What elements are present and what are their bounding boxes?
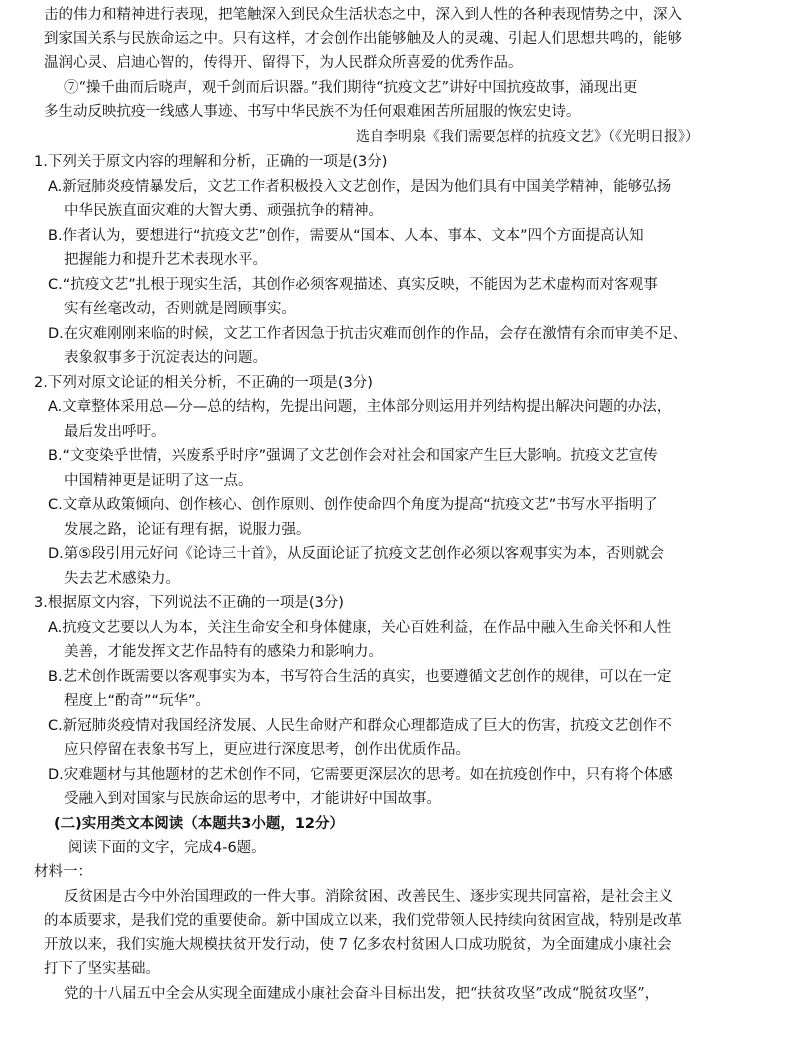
passage-source: 选自李明泉《我们需要怎样的抗疫文艺》（《光明日报》） — [356, 129, 699, 145]
material-1-line: 开放以来，我们实施大规模扶贫开发行动，使 7 亿多农村贫困人口成功脱贫，为全面建成小康社会 — [44, 937, 672, 953]
question-3-stem: 3.根据原文内容，下列说法不正确的一项是(3分) — [34, 595, 344, 611]
question-1-option-c[interactable]: C.“抗疫文艺”扎根于现实生活，其创作必须客观描述、真实反映，不能因为艺术虚构而对客观事 — [48, 277, 658, 293]
passage-line: 击的伟力和精神进行表现，把笔触深入到民众生活状态之中，深入到人性的各种表现情势之中，深入 — [44, 7, 682, 23]
question-2-option-d-cont: 失去艺术感染力。 — [64, 571, 180, 587]
question-1-option-a[interactable]: A.新冠肺炎疫情暴发后，文艺工作者积极投入文艺创作，是因为他们具有中国美学精神，能够弘扬 — [48, 179, 672, 195]
question-1-option-b-cont: 把握能力和提升艺术表现水平。 — [64, 252, 267, 268]
material-1-line: 打下了坚实基础。 — [44, 961, 160, 977]
passage-line: 到家国关系与民族命运之中。只有这样，才会创作出能够触及人的灵魂、引起人们思想共鸣的，能够 — [44, 31, 682, 47]
question-1-option-c-cont: 实有丝毫改动，否则就是罔顾事实。 — [64, 301, 296, 317]
passage-line: 多生动反映抗疫一线感人事迹、书写中华民族不为任何艰难困苦所屈服的恢宏史诗。 — [44, 104, 581, 120]
material-1-paragraph-2: 党的十八届五中全会从实现全面建成小康社会奋斗目标出发，把“扶贫攻坚”改成“脱贫攻坚”， — [64, 986, 660, 1002]
question-3-option-c[interactable]: C.新冠肺炎疫情对我国经济发展、人民生命财产和群众心理都造成了巨大的伤害，抗疫文艺创作不 — [48, 718, 672, 734]
question-2-option-b-cont: 中国精神更是证明了这一点。 — [64, 473, 253, 489]
material-1-paragraph-1: 反贫困是古今中外治国理政的一件大事。消除贫困、改善民生、逐步实现共同富裕，是社会主义 — [64, 889, 673, 905]
question-2-option-d[interactable]: D.第⑤段引用元好问《论诗三十首》，从反面论证了抗疫文艺创作必须以客观事实为本，否则就会 — [48, 546, 665, 562]
question-3-option-b-cont: 程度上“酌奇”“玩华”。 — [64, 693, 211, 709]
question-1-option-d-cont: 表象叙事多于沉淀表达的问题。 — [64, 350, 267, 366]
question-3-option-c-cont: 应只停留在表象书写上，更应进行深度思考，创作出优质作品。 — [64, 742, 470, 758]
question-2-option-c[interactable]: C.文章从政策倾向、创作核心、创作原则、创作使命四个角度为提高“抗疫文艺”书写水平指明了 — [48, 497, 658, 513]
question-3-option-b[interactable]: B.艺术创作既需要以客观事实为本，书写符合生活的真实，也要遵循文艺创作的规律，可以在一定 — [48, 669, 672, 685]
material-1-line: 的本质要求，是我们党的重要使命。新中国成立以来，我们党带领人民持续向贫困宣战，特别是改革 — [44, 913, 682, 929]
question-3-option-d-cont: 受融入到对国家与民族命运的思考中，才能讲好中国故事。 — [64, 791, 441, 807]
question-2-option-b[interactable]: B.“文变染乎世情，兴废系乎时序”强调了文艺创作会对社会和国家产生巨大影响。抗疫文艺宣传 — [48, 448, 658, 464]
question-2-stem: 2.下列对原文论证的相关分析，不正确的一项是(3分) — [34, 375, 373, 391]
question-1-option-b[interactable]: B.作者认为，要想进行“抗疫文艺”创作，需要从“国本、人本、事本、文本”四个方面提高认知 — [48, 228, 644, 244]
section-heading: (二)实用类文本阅读（本题共3小题，12分） — [54, 816, 345, 832]
question-2-option-a-cont: 最后发出呼吁。 — [64, 424, 166, 440]
question-1-option-a-cont: 中华民族直面灾难的大智大勇、顽强抗争的精神。 — [64, 203, 383, 219]
question-2-option-a[interactable]: A.文章整体采用总—分—总的结构，先提出问题，主体部分则运用并列结构提出解决问题的办法， — [48, 399, 672, 415]
section-instruction: 阅读下面的文字，完成4-6题。 — [68, 840, 266, 856]
passage-paragraph-7: ⑦“操千曲而后晓声，观千剑而后识器。”我们期待“抗疫文艺”讲好中国抗疫故事，涌现出更 — [64, 80, 638, 96]
material-1-label: 材料一： — [34, 864, 92, 880]
passage-line: 温润心灵、启迪心智的，传得开、留得下，为人民群众所喜爱的优秀作品。 — [44, 55, 523, 71]
question-1-stem: 1.下列关于原文内容的理解和分析，正确的一项是(3分) — [34, 154, 388, 170]
question-3-option-d[interactable]: D.灾难题材与其他题材的艺术创作不同，它需要更深层次的思考。如在抗疫创作中，只有将个体感 — [48, 767, 673, 783]
question-3-option-a[interactable]: A.抗疫文艺要以人为本，关注生命安全和身体健康，关心百姓利益，在作品中融入生命关怀和人性 — [48, 620, 672, 636]
question-2-option-c-cont: 发展之路，论证有理有据，说服力强。 — [64, 522, 311, 538]
question-1-option-d[interactable]: D.在灾难刚刚来临的时候，文艺工作者因急于抗击灾难而创作的作品，会存在激情有余而审美不足、 — [48, 326, 688, 342]
question-3-option-a-cont: 美善，才能发挥文艺作品特有的感染力和影响力。 — [64, 644, 383, 660]
